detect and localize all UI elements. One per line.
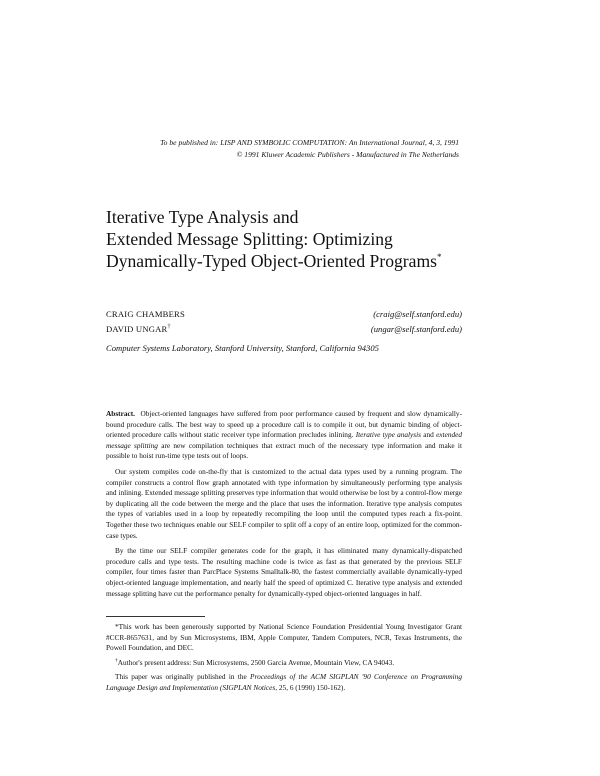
author-name (106, 324, 171, 335)
footnote-funding: *This work has been generously supported by National Science Foundation Presidential Young Investigator Grant #CCR-8657631, and by Sun Microsystems, IBM, Apple Computer, Tandem Computers, NCR, Texas Instruments, the Powell Foundation, and DEC. (106, 622, 462, 653)
abstract-paragraph-1 (106, 409, 462, 462)
author-name-text: DAVID UNGAR (106, 324, 168, 334)
footnote-divider (106, 616, 205, 617)
footnote-dagger-mark: † (115, 657, 118, 664)
term-iterative-type-analysis: Iterative type analysis (355, 430, 422, 440)
footnote-pub-b: 25, 6 (1990) 150-162). (278, 682, 346, 692)
title-line3 (106, 250, 506, 272)
footnote-pub-a: This paper was originally published in the (115, 672, 247, 682)
author-row-ungar (106, 324, 462, 335)
title-line3-text: Dynamically-Typed Object-Oriented Programs (106, 251, 437, 271)
author-email: (ungar@self.stanford.edu) (370, 324, 462, 334)
author-row-chambers (106, 309, 462, 320)
abstract-p1-and: and (423, 430, 434, 440)
abstract (106, 409, 462, 604)
footnotes (106, 622, 462, 698)
affiliation: Computer Systems Laboratory, Stanford University, Stanford, California 94305 (106, 343, 379, 353)
title-footnote-mark: * (437, 252, 442, 263)
footnote-pub-venue: Proceedings of the ACM SIGPLAN '90 Conference on Programming Language Design and Implementation (SIGPLAN Notices, (106, 672, 462, 692)
author-name (106, 309, 185, 320)
footnote-address (106, 658, 462, 669)
abstract-label: Abstract. (106, 409, 135, 418)
footnote-address-text: Author's present address: Sun Microsystems, 2500 Garcia Avenue, Mountain View, CA 94043. (117, 657, 395, 667)
abstract-p1-a: Object-oriented languages have suffered from poor performance caused by frequent and slow dynamically-bound procedure calls. The best way to speed up a procedure call is to compile it out, but dynamic binding of object-oriented procedure calls without static receiver type information precludes inlining. (106, 409, 462, 440)
publication-note-line1: To be published in: LISP AND SYMBOLIC COMPUTATION: An International Journal, 4, 3, 1991 (160, 138, 459, 147)
paper-title (106, 206, 506, 272)
term-extended-message-splitting: extended message splitting (106, 430, 463, 450)
title-line1: Iterative Type Analysis and (106, 207, 299, 227)
abstract-paragraph-2: Our system compiles code on-the-fly that is customized to the actual data types used by a running program. The compiler constructs a control flow graph annotated with type information by simultaneously performing type analysis and inlining. Extended message splitting preserves type information that would otherwise be lost by a control-flow merge by duplicating all the code between the merge and the place that uses the information. Iterative type analysis computes the types of variables used in a loop by repeatedly recompiling the loop until the computed types reach a fix-point. Together these two techniques enable our SELF compiler to split off a copy of an entire loop, optimized for the common-case types. (106, 466, 462, 540)
abstract-p1-b: are new compilation techniques that extract much of the necessary type information and make it possible to hoist run-time type tests out of loops. (106, 440, 462, 461)
publication-note-line2: © 1991 Kluwer Academic Publishers - Manufactured in The Netherlands (236, 150, 459, 159)
footnote-original-publication (106, 672, 462, 693)
abstract-paragraph-3: By the time our SELF compiler generates code for the graph, it has eliminated many dynamically-dispatched procedure calls and type tests. The resulting machine code is twice as fast as that generated by the previous SELF compiler, four times faster than ParcPlace Systems Smalltalk-80, the fastest commercially available dynamically-typed object-oriented language implementation, and nearly half the speed of optimized C. Iterative type analysis and extended message splitting have cut the performance penalty for dynamically-typed object-oriented languages in half. (106, 546, 462, 598)
publication-note (160, 137, 459, 161)
title-line2: Extended Message Splitting: Optimizing (106, 229, 393, 249)
author-email: (craig@self.stanford.edu) (373, 309, 462, 319)
author-name-text: CRAIG CHAMBERS (106, 309, 185, 319)
author-footnote-mark: † (167, 324, 171, 331)
